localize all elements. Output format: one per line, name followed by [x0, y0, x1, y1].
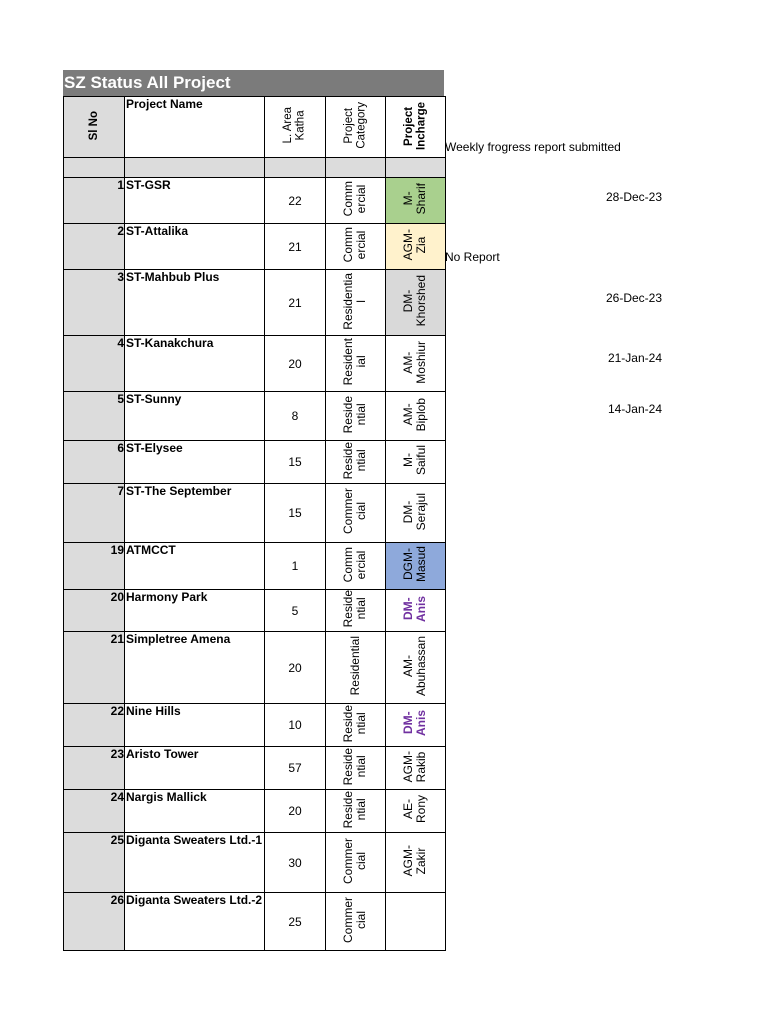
header-land-area: L. Area Katha: [265, 97, 326, 158]
project-name: Nine Hills: [126, 704, 181, 718]
no-report-note: No Report: [445, 250, 500, 264]
project-category: Commer cial: [341, 837, 369, 884]
land-area: 10: [288, 718, 302, 732]
sl-no-cell: [64, 790, 125, 833]
table-row: [64, 833, 446, 893]
project-name-cell: [125, 178, 265, 224]
land-area-cell: [265, 336, 326, 392]
table-row: [64, 632, 446, 704]
table-row: [64, 790, 446, 833]
project-category: Reside ntial: [341, 441, 369, 480]
project-name: ST-GSR: [126, 178, 171, 192]
sl-no: 19: [110, 543, 124, 557]
project-category-cell: [326, 747, 386, 790]
project-incharge-cell: [386, 270, 446, 336]
sl-no-cell: [64, 747, 125, 790]
land-area-cell: [265, 178, 326, 224]
project-name: ATMCCT: [126, 543, 176, 557]
project-category-cell: [326, 833, 386, 893]
project-name-cell: [125, 790, 265, 833]
land-area-cell: [265, 893, 326, 951]
project-category-cell: [326, 392, 386, 441]
land-area: 15: [288, 506, 302, 520]
project-name-cell: [125, 833, 265, 893]
project-incharge: AM- Moshiur: [401, 340, 429, 384]
land-area: 57: [288, 761, 302, 775]
project-name: ST-Elysee: [126, 441, 183, 455]
project-incharge: DGM- Masud: [401, 546, 429, 583]
project-category: Comm ercial: [341, 546, 369, 583]
table-row: [64, 441, 446, 484]
project-incharge: M- Saiful: [401, 445, 429, 476]
project-category-cell: [326, 543, 386, 590]
table-row: [64, 893, 446, 951]
sl-no-cell: [64, 893, 125, 951]
project-category-cell: [326, 441, 386, 484]
project-category: Residentia l: [341, 272, 369, 330]
project-category: Residential: [347, 636, 362, 696]
land-area: 20: [288, 804, 302, 818]
project-category-cell: [326, 790, 386, 833]
project-incharge-cell: [386, 178, 446, 224]
project-incharge: AGM- Rakib: [401, 750, 429, 783]
land-area: 20: [288, 660, 302, 675]
project-name: Diganta Sweaters Ltd.-2: [126, 893, 263, 907]
land-area: 20: [288, 356, 302, 371]
sl-no: 2: [117, 224, 124, 238]
header-row: [64, 97, 446, 158]
project-category-cell: [326, 336, 386, 392]
table-row: [64, 590, 446, 632]
sl-no: 26: [110, 893, 124, 907]
project-category-cell: [326, 632, 386, 704]
sl-no: 6: [117, 441, 124, 455]
project-name: Diganta Sweaters Ltd.-1: [126, 833, 263, 847]
project-name-cell: [125, 392, 265, 441]
project-category: Reside ntial: [341, 395, 369, 434]
project-name: Simpletree Amena: [126, 632, 231, 646]
land-area: 22: [288, 193, 302, 208]
sl-no-cell: [64, 392, 125, 441]
sl-no: 25: [110, 833, 124, 847]
project-incharge: AM- Abuhassan: [401, 635, 429, 697]
project-incharge: DM- Serajul: [401, 492, 429, 531]
report-date: 28-Dec-23: [605, 190, 662, 204]
land-area-cell: [265, 833, 326, 893]
project-name: ST-Sunny: [126, 392, 182, 406]
project-incharge: DM- Anis: [401, 710, 429, 737]
table-row: [64, 704, 446, 747]
land-area: 25: [288, 914, 302, 929]
spacer-row: [64, 158, 446, 178]
land-area-cell: [265, 747, 326, 790]
sl-no: 20: [110, 590, 124, 604]
project-name: Harmony Park: [126, 590, 208, 604]
sl-no: 22: [110, 704, 124, 718]
project-name: ST-The September: [126, 484, 232, 498]
project-incharge-cell: [386, 833, 446, 893]
project-category: Commer cial: [341, 488, 369, 535]
sl-no-cell: [64, 590, 125, 632]
land-area: 1: [291, 559, 299, 573]
project-incharge-cell: [386, 747, 446, 790]
table-row: [64, 747, 446, 790]
project-name-cell: [125, 441, 265, 484]
project-incharge: AE- Rony: [401, 795, 429, 824]
project-incharge: AGM- Zakir: [401, 845, 429, 877]
land-area: 15: [288, 455, 302, 469]
table-row: [64, 336, 446, 392]
project-incharge-cell: [386, 392, 446, 441]
project-category: Reside ntial: [341, 747, 369, 786]
project-incharge-cell: [386, 484, 446, 543]
project-name: Aristo Tower: [126, 747, 199, 761]
project-category-cell: [326, 590, 386, 632]
project-incharge: AGM- Zia: [401, 229, 429, 261]
sl-no-cell: [64, 833, 125, 893]
sl-no: 4: [117, 336, 124, 350]
land-area-cell: [265, 632, 326, 704]
project-name-cell: [125, 484, 265, 543]
land-area-cell: [265, 543, 326, 590]
project-name: ST-Attalika: [126, 224, 189, 238]
project-incharge: AM- Biplob: [401, 397, 429, 432]
sl-no-cell: [64, 704, 125, 747]
project-category: Commer cial: [341, 896, 369, 943]
land-area: 5: [291, 603, 299, 618]
project-category: Resident ial: [341, 338, 369, 386]
sl-no-cell: [64, 336, 125, 392]
project-category-cell: [326, 484, 386, 543]
project-incharge: DM- Khorshed: [401, 275, 429, 327]
sl-no: 1: [117, 178, 124, 192]
project-category-cell: [326, 893, 386, 951]
table-row: [64, 178, 446, 224]
sl-no: 21: [110, 632, 124, 646]
project-name-cell: [125, 893, 265, 951]
sl-no-cell: [64, 484, 125, 543]
project-incharge-cell: [386, 893, 446, 951]
table-row: [64, 392, 446, 441]
project-category-cell: [326, 178, 386, 224]
report-date: 14-Jan-24: [607, 402, 662, 416]
project-incharge-cell: [386, 632, 446, 704]
land-area-cell: [265, 270, 326, 336]
project-category: Comm ercial: [341, 181, 369, 217]
land-area: 30: [288, 855, 302, 870]
project-name-cell: [125, 632, 265, 704]
sl-no: 3: [117, 270, 124, 284]
project-category-cell: [326, 704, 386, 747]
land-area: 21: [288, 295, 302, 310]
project-name-cell: [125, 704, 265, 747]
sl-no-cell: [64, 178, 125, 224]
land-area-cell: [265, 704, 326, 747]
project-name: Nargis Mallick: [126, 790, 207, 804]
project-incharge: M- Sharif: [401, 183, 429, 215]
sheet-title: SZ Status All Project: [63, 70, 444, 96]
project-category-cell: [326, 224, 386, 270]
table-row: [64, 484, 446, 543]
table-row: [64, 270, 446, 336]
project-name-cell: [125, 336, 265, 392]
project-incharge-cell: [386, 543, 446, 590]
project-name-cell: [125, 270, 265, 336]
land-area-cell: [265, 590, 326, 632]
project-incharge: DM- Anis: [401, 595, 429, 622]
land-area-cell: [265, 224, 326, 270]
project-incharge-cell: [386, 790, 446, 833]
table-row: [64, 224, 446, 270]
project-category-cell: [326, 270, 386, 336]
project-name: ST-Kanakchura: [126, 336, 214, 350]
header-project-name: Project Name: [125, 97, 265, 158]
project-incharge-cell: [386, 336, 446, 392]
sl-no-cell: [64, 441, 125, 484]
land-area-cell: [265, 484, 326, 543]
project-category: Reside ntial: [341, 790, 369, 829]
project-status-table: [63, 96, 446, 951]
project-incharge-cell: [386, 590, 446, 632]
project-incharge-cell: [386, 704, 446, 747]
sl-no: 7: [117, 484, 124, 498]
project-incharge-cell: [386, 441, 446, 484]
project-name-cell: [125, 224, 265, 270]
header-sl-no: Sl No: [64, 97, 125, 158]
sl-no-cell: [64, 270, 125, 336]
sl-no: 23: [110, 747, 124, 761]
report-date: 21-Jan-24: [607, 351, 662, 365]
land-area: 8: [291, 409, 299, 423]
land-area: 21: [288, 239, 302, 254]
land-area-cell: [265, 392, 326, 441]
sl-no-cell: [64, 543, 125, 590]
project-category: Comm ercial: [341, 227, 369, 263]
header-project-incharge: Project Incharge: [386, 97, 446, 158]
project-name-cell: [125, 747, 265, 790]
project-name-cell: [125, 590, 265, 632]
project-category: Reside ntial: [341, 590, 369, 628]
sl-no-cell: [64, 224, 125, 270]
project-name: ST-Mahbub Plus: [126, 270, 220, 284]
project-name-cell: [125, 543, 265, 590]
report-date: 26-Dec-23: [605, 291, 662, 305]
land-area-cell: [265, 790, 326, 833]
land-area-cell: [265, 441, 326, 484]
sl-no: 24: [110, 790, 124, 804]
project-category: Reside ntial: [341, 704, 369, 743]
header-project-category: Project Category: [326, 97, 386, 158]
table-row: [64, 543, 446, 590]
sl-no-cell: [64, 632, 125, 704]
project-incharge-cell: [386, 224, 446, 270]
sl-no: 5: [117, 392, 124, 406]
weekly-report-note: Weekly frogress report submitted: [445, 140, 621, 154]
